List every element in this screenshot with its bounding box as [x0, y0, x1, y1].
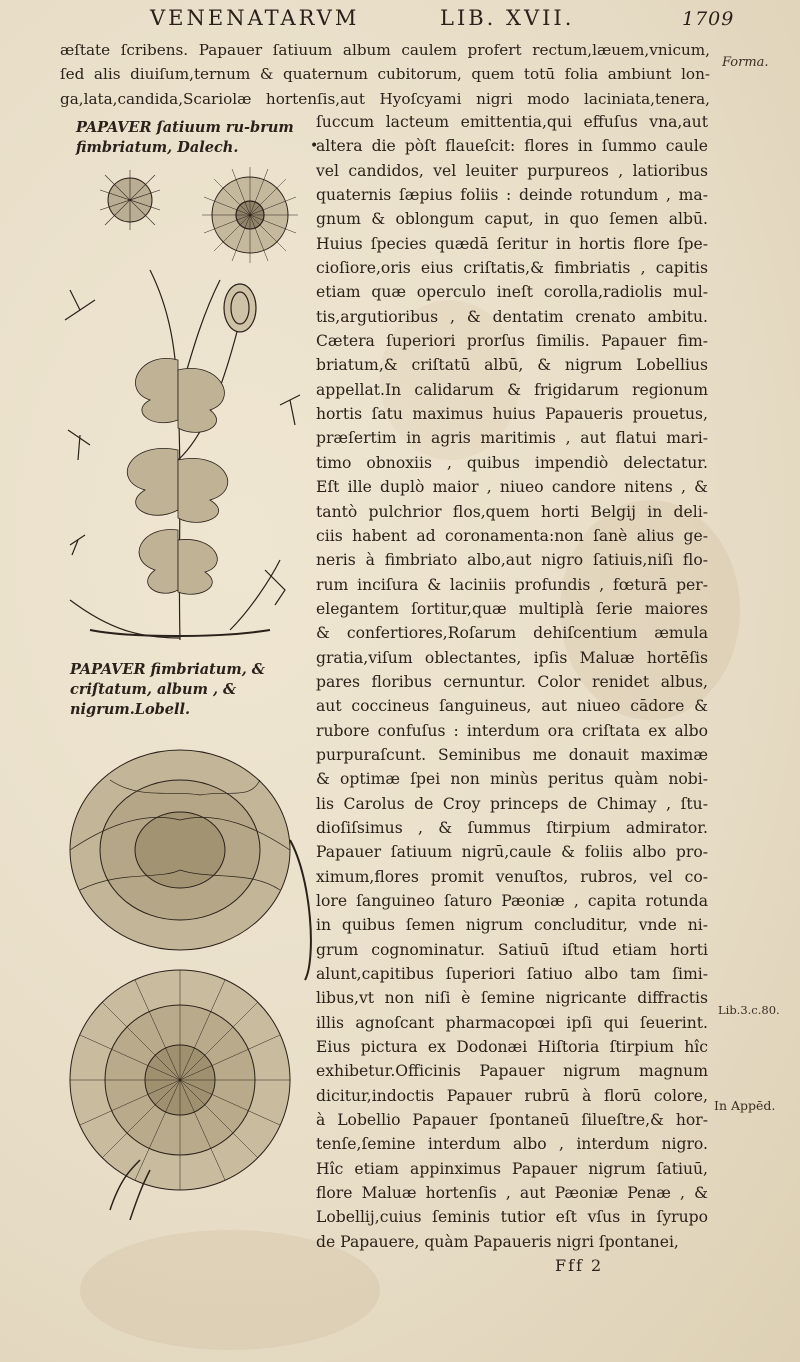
signature-mark: Fff 2 — [555, 1256, 604, 1276]
text-line: appellat.In calidarum & frigidarum regionum — [316, 380, 708, 399]
text-line: Eſt ille duplò maior , niueo candore nitens , & — [316, 478, 708, 497]
text-line: in quibus ſemen nigrum concluditur, vnde ni- — [316, 916, 708, 935]
text-line: ciis habent ad coronamenta:non ſanè alius ge- — [316, 526, 708, 545]
text-line: pares floribus cernuntur. Color renidet albus, — [316, 672, 708, 691]
text-line: rubore confuſus : interdum ora criſtata ex albo — [316, 721, 708, 740]
text-line: rum inciſura & laciniis profundis , fœturā per- — [316, 575, 708, 594]
text-line: neris à fimbriato albo,aut nigro ſatiuis,niſi flo- — [316, 551, 708, 570]
figure-caption-2: PAPAVER fimbriatum, & criſtatum, album , & nigrum.Lobell. — [70, 661, 265, 718]
margin-note-append: In Appēd. — [714, 1098, 776, 1113]
text-line: tis,argutioribus , & dentatim crenato ambitu. — [316, 307, 708, 326]
text-line: lore ſanguineo ſaturo Pæoniæ , capita rotunda — [316, 892, 708, 910]
text-line: illis agnoſcant pharmacopœi ipſi qui ſeuerint. — [316, 1013, 708, 1032]
text-line: ximum,flores promit venuſtos, rubros, vel co- — [316, 867, 708, 886]
text-line: etiam quæ operculo ineſt corolla,radiolis mul- — [316, 283, 708, 302]
running-head-title: VENENATARVM — [150, 6, 360, 30]
text-line: Huius ſpecies quædā ſeritur in hortis flore ſpe- — [316, 234, 708, 253]
text-line: tantò pulchrior flos,quem horti Belgij in deli- — [316, 502, 708, 521]
text-line: de Papauere, quàm Papaueris nigri ſpontanei, — [316, 1232, 679, 1251]
page-number: 1709 — [682, 8, 735, 30]
text-line: ga,lata,candida,Scariolæ hortenſis,aut Hyoſcyami nigri modo laciniata,tenera, — [60, 89, 710, 108]
text-line: præſertim in agris maritimis , aut flatui mari- — [316, 429, 708, 448]
text-line: purpuraſcunt. Seminibus me donauit maximæ — [316, 745, 708, 764]
text-line: briatum,& criſtatū albū, & nigrum Lobellius — [316, 356, 708, 375]
main-text-column — [316, 110, 708, 1254]
text-line: hortis ſatu maximus huius Papaueris prouetus, — [316, 405, 708, 424]
text-line: dioſiſsimus , & ſummus ſtirpium admirator. — [316, 818, 708, 837]
text-line: & confertiores,Roſarum dehiſcentium æmula — [316, 624, 708, 643]
text-line: ſed alis diuiſum,ternum & quaternum cubitorum, quem totū folia ambiunt lon- — [60, 65, 710, 84]
text-line: gratia,viſum oblectantes, ipſis Maluæ hortēſis — [316, 648, 708, 667]
text-line: æſtate ſcribens. Papauer ſatiuum album caulem profert rectum,læuem,vnicum, — [60, 41, 710, 59]
text-line: cioſiore,oris eius criſtatis,& fimbriatis , capitis — [316, 259, 708, 278]
text-line: alunt,capitibus ſuperiori ſatiuo albo tam ſimi- — [316, 965, 708, 984]
margin-note-lib-ref: Lib.3.c.80. — [718, 1003, 780, 1017]
margin-note-forma: Forma. — [722, 55, 769, 70]
text-line: & optimæ ſpei non minùs peritus quàm nobi- — [316, 770, 708, 789]
text-line: dicitur,indoctis Papauer rubrū à florū colore, — [316, 1086, 708, 1105]
text-line: vel candidos, vel leuiter purpureos , latioribus — [316, 161, 708, 180]
text-line: exhibetur.Officinis Papauer nigrum magnum — [316, 1062, 708, 1081]
text-line: Eius pictura ex Dodonæi Hiſtoria ſtirpium hîc — [316, 1038, 708, 1057]
text-line: Papauer ſatiuum nigrū,caule & foliis albo pro- — [316, 843, 708, 862]
text-line: à Lobellio Papauer ſpontaneū ſilueſtre,& hor- — [316, 1111, 708, 1130]
text-line: altera die pòſt flaueſcit: flores in ſummo caule — [316, 137, 708, 156]
margin-dot: • — [310, 138, 319, 154]
text-line: Hîc etiam appinximus Papauer nigrum ſatiuū, — [316, 1159, 708, 1178]
running-head-book: LIB. XVII. — [440, 6, 575, 30]
text-line: grum cognominatur. Satiuū iſtud etiam horti — [316, 940, 708, 959]
running-head — [150, 4, 790, 32]
text-line: aut coccineus ſanguineus, aut niueo cādore & — [316, 697, 708, 716]
text-line: tenſe,ſemine interdum albo , interdum nigro. — [316, 1135, 708, 1154]
text-line: ſuccum lacteum emittentia,qui effuſus vna,aut — [316, 113, 708, 131]
text-line: libus,vt non niſi è ſemine nigricante diffractis — [316, 989, 708, 1008]
text-line: timo obnoxiis , quibus impendiò delectatur. — [316, 453, 708, 472]
text-line: lis Carolus de Croy princeps de Chimay , ſtu- — [316, 794, 708, 813]
poppy-illustration-red-fringed — [50, 160, 310, 650]
text-line: flore Maluæ hortenſis , aut Pæoniæ Penæ , & — [316, 1184, 708, 1203]
text-line: Lobellij,cuius ſeminis tutior eſt vſus in ſyrupo — [316, 1208, 708, 1227]
text-line: elegantem ſortitur,quæ multiplà ſerie maiores — [316, 599, 708, 618]
text-line: Cætera ſuperiori prorſus ſimilis. Papauer fim- — [316, 332, 708, 351]
intro-paragraph — [60, 38, 710, 111]
text-line: gnum & oblongum caput, in quo ſemen albū. — [316, 210, 708, 229]
text-line: quaternis ſæpius foliis : deinde rotundum , ma- — [316, 186, 708, 205]
poppy-illustration-fringed-crested — [50, 740, 320, 1240]
figure-caption-1: PAPAVER ſatiuum ru-brum fimbriatum, Dalech. — [76, 119, 294, 156]
